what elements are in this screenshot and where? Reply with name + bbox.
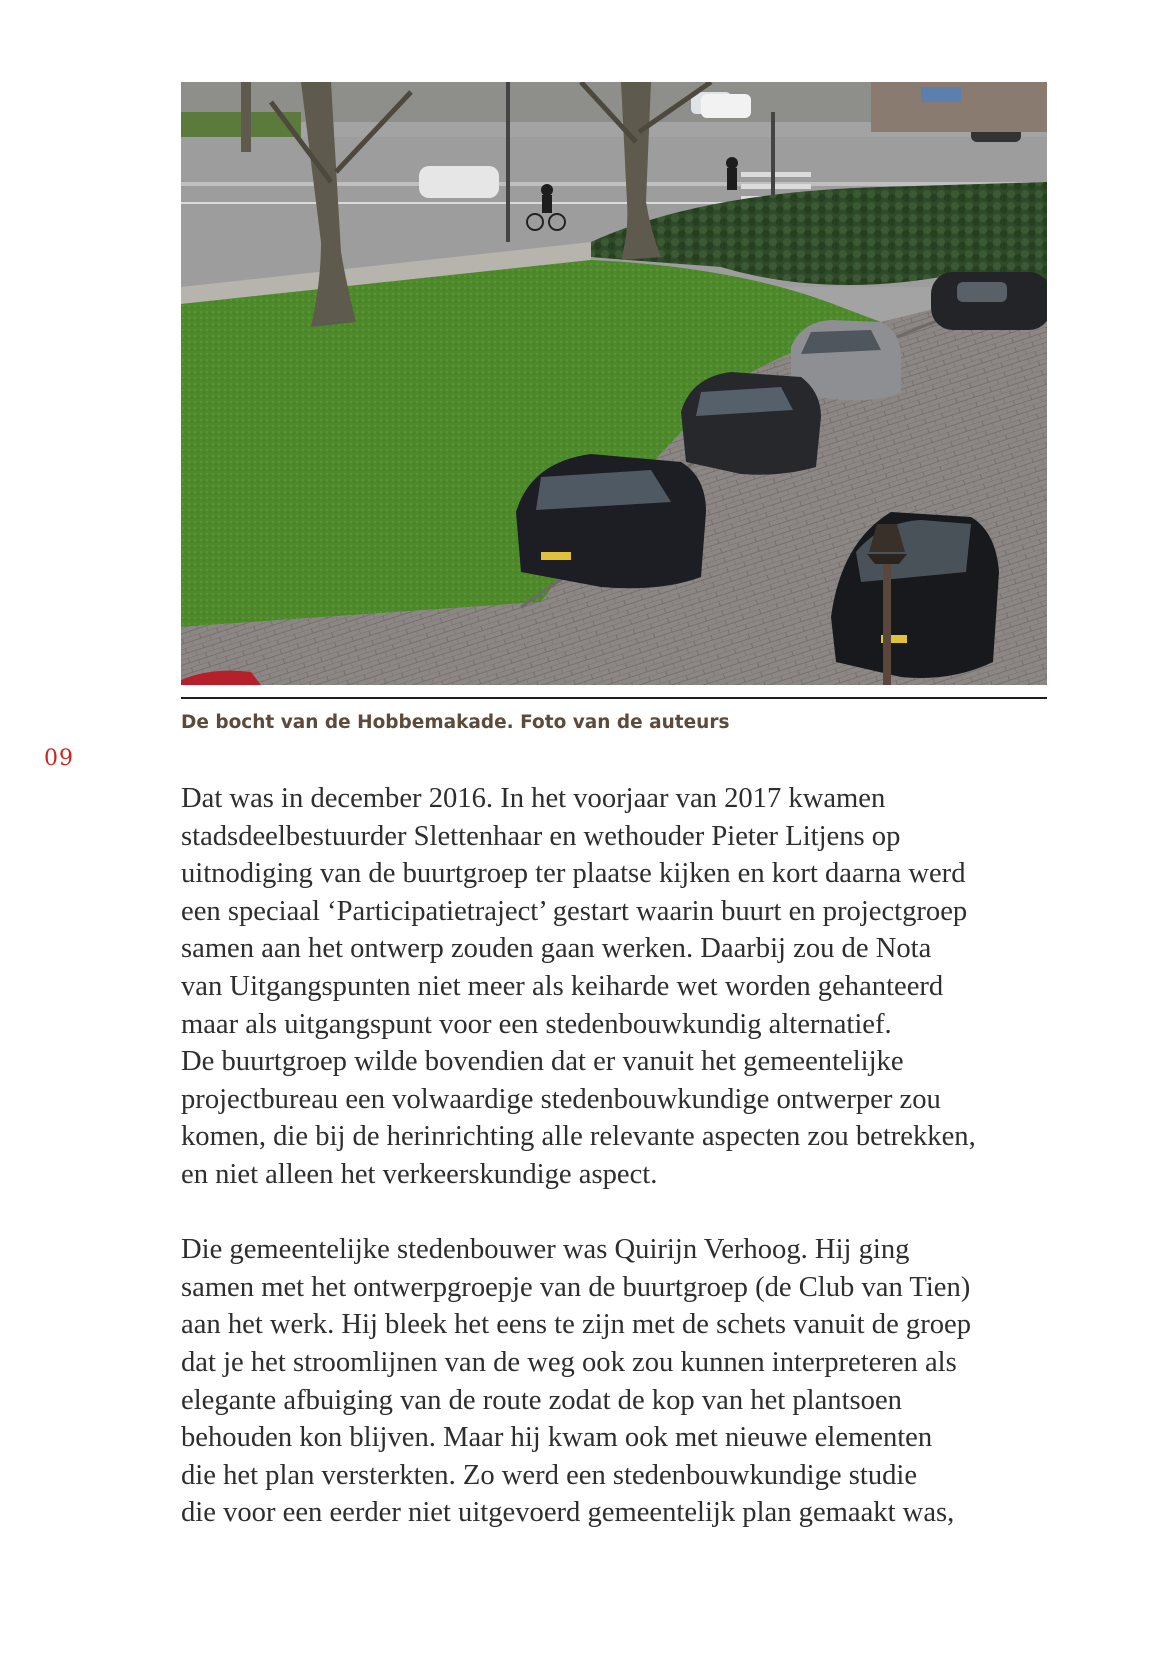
text-line: projectbureau een volwaardige stedenbouwkundige ontwerper zou <box>181 1083 941 1115</box>
text-line: die het plan versterkten. Zo werd een stedenbouwkundige studie <box>181 1459 918 1491</box>
text-line: Dat was in december 2016. In het voorjaar van 2017 kwamen <box>181 783 886 814</box>
text-line: elegante afbuiging van de route zodat de kop van het plantsoen <box>181 1384 902 1416</box>
street-photo <box>181 82 1047 685</box>
text-line: aan het werk. Hij bleek het eens te zijn met de schets vanuit de groep <box>181 1309 972 1341</box>
text-line: dat je het stroomlijnen van de weg ook zou kunnen interpreteren als <box>181 1346 957 1378</box>
body-text <box>181 780 1061 1532</box>
figure-caption: De bocht van de Hobbemakade. Foto van de auteurs <box>181 712 730 733</box>
caption-rule <box>181 697 1047 699</box>
paragraph-1 <box>181 780 1061 1194</box>
text-line: die voor een eerder niet uitgevoerd gemeentelijk plan gemaakt was, <box>181 1497 955 1529</box>
text-line: maar als uitgangspunt voor een stedenbouwkundig alternatief. <box>181 1008 892 1040</box>
paragraph-gap <box>181 1194 1061 1232</box>
text-line: De buurtgroep wilde bovendien dat er vanuit het gemeentelijke <box>181 1046 904 1078</box>
text-line: samen met het ontwerpgroepje van de buurtgroep (de Club van Tien) <box>181 1271 971 1303</box>
text-line: van Uitgangspunten niet meer als keiharde wet worden gehanteerd <box>181 970 944 1002</box>
paragraph-2 <box>181 1231 1061 1532</box>
page-number: 09 <box>44 746 74 771</box>
text-line: behouden kon blijven. Maar hij kwam ook met nieuwe elementen <box>181 1422 933 1454</box>
text-line: een speciaal ‘Participatietraject’ gestart waarin buurt en projectgroep <box>181 895 968 927</box>
text-line: en niet alleen het verkeerskundige aspect. <box>181 1158 658 1190</box>
text-line: stadsdeelbestuurder Slettenhaar en wethouder Pieter Litjens op <box>181 820 901 852</box>
text-line: samen aan het ontwerp zouden gaan werken. Daarbij zou de Nota <box>181 933 932 965</box>
text-line: uitnodiging van de buurtgroep ter plaatse kijken en kort daarna werd <box>181 858 966 890</box>
text-line: Die gemeentelijke stedenbouwer was Quirijn Verhoog. Hij ging <box>181 1234 910 1266</box>
photo-street-corner-icon <box>181 82 1047 685</box>
text-line: komen, die bij de herinrichting alle relevante aspecten zou betrekken, <box>181 1121 976 1153</box>
